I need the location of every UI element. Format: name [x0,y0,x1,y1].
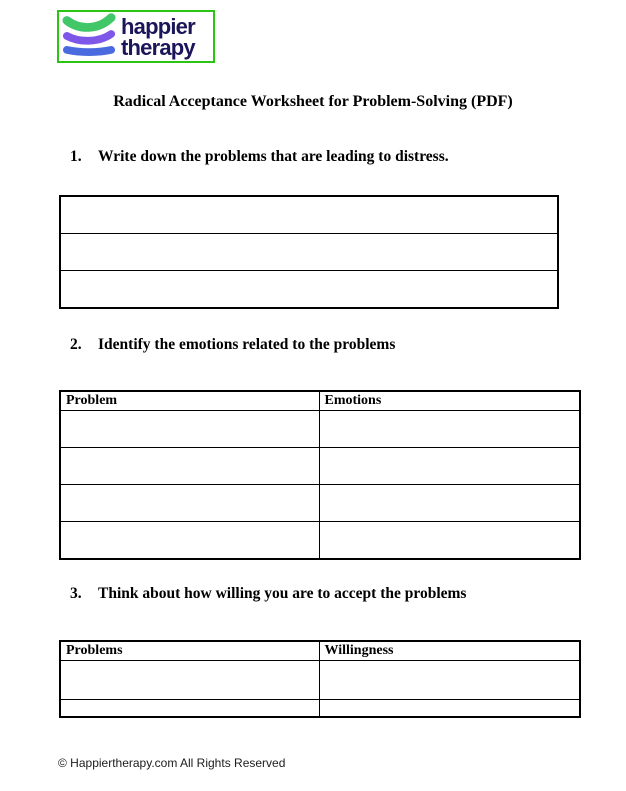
section-2-heading [70,336,395,354]
emotions-fill-in-cell[interactable] [319,485,580,522]
problem-fill-in-cell[interactable] [60,196,558,234]
willingness-table [59,640,581,718]
willingness-fill-in-cell[interactable] [319,661,580,700]
problem-fill-in-cell[interactable] [60,234,558,271]
table-header-row [60,641,580,661]
emotions-fill-in-cell[interactable] [319,448,580,485]
emotions-fill-in-cell[interactable] [319,522,580,560]
section-1-text: Write down the problems that are leading to distress. [98,148,449,165]
table-row [60,522,580,560]
willingness-table-header-problems: Problems [60,641,319,661]
table-row [60,234,558,271]
problem-fill-in-cell[interactable] [60,700,319,718]
table-row [60,196,558,234]
problem-fill-in-cell[interactable] [60,661,319,700]
problems-table [59,195,559,309]
table-row [60,411,580,448]
problem-fill-in-cell[interactable] [60,485,319,522]
table-row [60,271,558,309]
emotions-table-header-emotions: Emotions [319,391,580,411]
logo-word-happier: happier [121,13,195,39]
section-1-heading [70,148,449,166]
section-3-number: 3. [70,585,82,602]
section-3-heading [70,585,466,603]
problem-fill-in-cell[interactable] [60,411,319,448]
happier-therapy-logo [57,10,215,63]
section-1-number: 1. [70,148,82,165]
section-2-number: 2. [70,336,82,353]
willingness-table-header-willingness: Willingness [319,641,580,661]
emotions-table [59,390,581,560]
logo-word-therapy: therapy [121,34,195,60]
emotions-fill-in-cell[interactable] [319,411,580,448]
problem-fill-in-cell[interactable] [60,271,558,309]
copyright-notice: © Happiertherapy.com All Rights Reserved [58,756,286,770]
section-2-text: Identify the emotions related to the problems [98,336,396,353]
table-row [60,661,580,700]
table-row [60,700,580,718]
problem-fill-in-cell[interactable] [60,522,319,560]
table-row [60,448,580,485]
logo-arcs-icon [62,11,116,62]
willingness-fill-in-cell[interactable] [319,700,580,718]
section-3-text: Think about how willing you are to accept the problems [98,585,467,602]
problem-fill-in-cell[interactable] [60,448,319,485]
emotions-table-header-problem: Problem [60,391,319,411]
logo-wordmark [121,13,195,60]
table-header-row [60,391,580,411]
page-title: Radical Acceptance Worksheet for Problem-Solving (PDF) [113,93,513,110]
table-row [60,485,580,522]
